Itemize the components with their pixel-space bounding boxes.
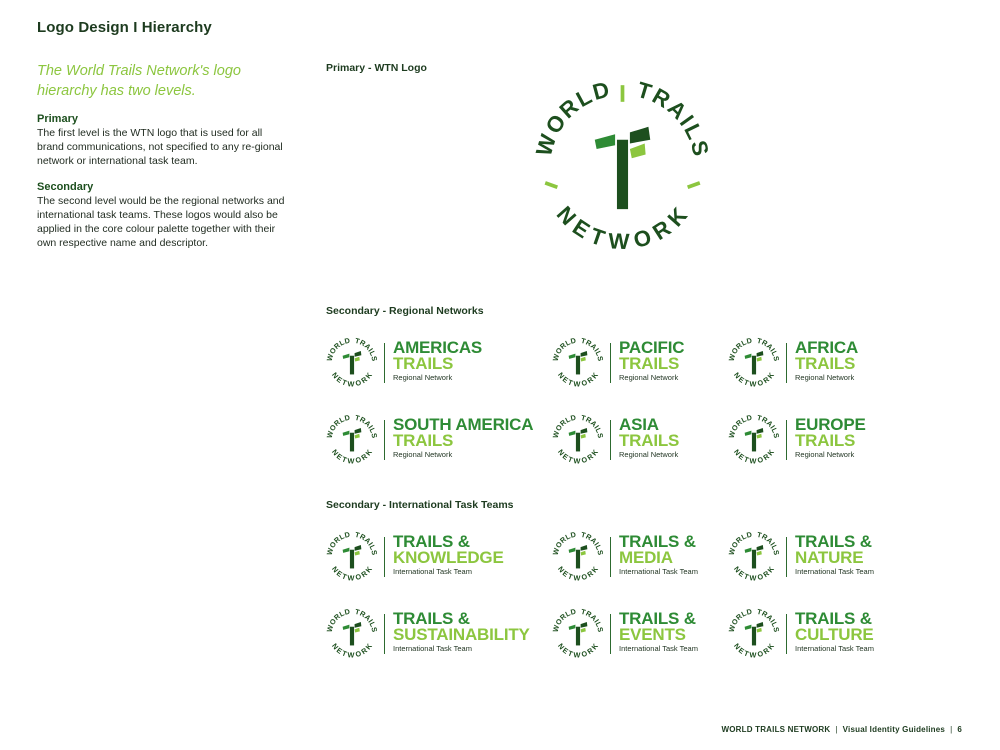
svg-text:WORLD [728,531,753,556]
page-footer [721,725,962,734]
lockup-divider [786,537,787,577]
lockup-line1: TRAILS & [795,532,872,551]
mark-word-world: ORLD [327,337,351,356]
task-team-logo [728,531,968,583]
lockup-divider [610,537,611,577]
mark-word-world: ORLD [327,531,351,550]
secondary-body: The second level would be the regional networks and international task teams. These logos would also be applied in the core colour palette together with their own respective name and descriptor. [37,195,285,249]
mark-word-network: NETWORK [555,641,601,660]
mark-word-world: ORLD [729,337,753,356]
lockup-descriptor: International Task Team [619,567,698,576]
wtn-mark-icon [326,337,378,389]
svg-text:WORLD [552,414,577,439]
mark-word-world: ORLD [327,608,351,627]
mark-word-trails: TRAIL [756,608,780,629]
mark-word-trails: TRAIL [756,531,780,552]
lockup-text [795,534,874,577]
mark-word-network: NETWORK [329,641,375,660]
mark-word-network: NETWORK [555,564,601,583]
mark-word-network: NETWORK [731,447,777,466]
lockup-line1: TRAILS & [795,609,872,628]
lockup-text [795,611,874,654]
lockup-line2: TRAILS [619,431,680,450]
wtn-mark-icon [728,337,780,389]
lockup-descriptor: Regional Network [619,450,679,459]
lockup-line1: AMERICAS [393,338,483,357]
mark-word-world: ORLD [729,531,753,550]
wtn-mark-icon [552,337,604,389]
mark-word-world: ORLD [553,414,577,433]
primary-logo-label: Primary - WTN Logo [326,62,427,74]
lockup-text [795,417,866,460]
lockup-descriptor: International Task Team [795,644,874,653]
mark-word-trails: TRAIL [756,414,780,435]
svg-text:WORLD [326,608,351,633]
lockup-descriptor: Regional Network [393,373,453,382]
lockup-line1: AFRICA [795,338,859,357]
lockup-text [393,417,533,460]
svg-text:WORLD [728,337,753,362]
lockup-divider [384,537,385,577]
mark-word-trails: TRAIL [354,608,378,629]
primary-description [37,112,287,168]
regional-logo [326,414,566,466]
regional-logo [326,337,566,389]
lockup-text [393,340,482,383]
wtn-logo [530,75,715,260]
lockup-text [619,417,679,460]
lockup-line2: KNOWLEDGE [393,548,504,567]
lockup-descriptor: International Task Team [795,567,874,576]
svg-text:NETWORK [552,201,694,254]
task-team-logo [728,608,968,660]
logo-word-trails: TRAILS [634,76,715,160]
svg-text:WORLD [728,414,753,439]
lockup-descriptor: International Task Team [393,567,472,576]
lockup-line2: EVENTS [619,625,686,644]
footer-guide: Visual Identity Guidelines [842,725,946,734]
lockup-line2: TRAILS [393,431,454,450]
svg-text:WORLD [326,531,351,556]
task-team-logo [326,531,566,583]
mark-word-network: NETWORK [731,564,777,583]
mark-word-trails: TRAIL [580,414,604,435]
mark-word-world: ORLD [553,531,577,550]
lockup-line1: TRAILS & [393,609,470,628]
wtn-mark-icon [326,531,378,583]
wtn-mark-icon [552,608,604,660]
lockup-divider [610,343,611,383]
svg-text:TRAILS [634,77,714,160]
mark-word-network: NETWORK [555,370,601,389]
lockup-descriptor: International Task Team [619,644,698,653]
svg-text:WORLD [326,337,351,362]
lockup-line2: TRAILS [393,354,454,373]
svg-text:WORLD [552,531,577,556]
lockup-descriptor: Regional Network [393,450,453,459]
mark-word-world: ORLD [729,608,753,627]
wtn-mark-icon [728,414,780,466]
lockup-line2: TRAILS [795,354,856,373]
intro-text: The World Trails Network's logo hierarchy has two levels. [37,63,241,99]
lockup-divider [384,420,385,460]
secondary-heading: Secondary [37,181,94,193]
mark-word-network: NETWORK [329,564,375,583]
mark-word-network: NETWORK [329,370,375,389]
regional-label: Secondary - Regional Networks [326,305,484,317]
lockup-descriptor: Regional Network [795,373,855,382]
primary-heading: Primary [37,113,78,125]
lockup-divider [610,614,611,654]
footer-separator: | [835,725,838,734]
lockup-line2: TRAILS [795,431,856,450]
footer-separator-2: | [950,725,953,734]
svg-text:WORLD [552,337,577,362]
lockup-line1: TRAILS & [619,609,696,628]
lockup-line2: CULTURE [795,625,874,644]
mark-word-world: ORLD [553,337,577,356]
mark-word-world: ORLD [327,414,351,433]
lockup-text [619,340,684,383]
svg-text:WORLD [728,608,753,633]
lockup-divider [786,420,787,460]
wtn-mark-icon [728,531,780,583]
mark-word-network: NETWORK [555,447,601,466]
lockup-line2: NATURE [795,548,864,567]
task-team-logo [326,608,566,660]
lockup-divider [384,343,385,383]
lockup-line1: ASIA [619,415,659,434]
wtn-mark-icon [326,608,378,660]
wtn-logo-mark [530,75,715,260]
lockup-text [619,611,698,654]
lockup-line2: TRAILS [619,354,680,373]
mark-word-world: ORLD [729,414,753,433]
mark-word-trails: TRAIL [580,337,604,358]
svg-text:WORLD [326,414,351,439]
lockup-descriptor: Regional Network [619,373,679,382]
lockup-line2: SUSTAINABILITY [393,625,530,644]
mark-word-world: ORLD [553,608,577,627]
lockup-line1: TRAILS & [619,532,696,551]
mark-word-network: NETWORK [731,370,777,389]
lockup-text [393,534,504,577]
lockup-line1: TRAILS & [393,532,470,551]
logo-word-world: WORLD [531,76,614,159]
primary-body: The first level is the WTN logo that is used for all brand communications, not specified to any re-gional network or international task team. [37,127,283,167]
mark-word-network: NETWORK [329,447,375,466]
mark-word-trails: TRAIL [580,608,604,629]
mark-word-network: NETWORK [731,641,777,660]
lockup-divider [384,614,385,654]
lockup-descriptor: Regional Network [795,450,855,459]
lockup-text [393,611,530,654]
lockup-descriptor: International Task Team [393,644,472,653]
page-number: 6 [957,725,962,734]
lockup-text [619,534,698,577]
mark-word-trails: TRAIL [756,337,780,358]
lockup-divider [610,420,611,460]
wtn-mark-icon [326,414,378,466]
mark-word-trails: TRAIL [580,531,604,552]
mark-word-trails: TRAIL [354,337,378,358]
regional-logo [728,337,968,389]
secondary-description [37,180,287,250]
wtn-mark-icon [552,414,604,466]
lockup-divider [786,343,787,383]
teams-label: Secondary - International Task Teams [326,499,514,511]
lockup-text [795,340,858,383]
lockup-line2: MEDIA [619,548,673,567]
wtn-mark-icon [552,531,604,583]
svg-text:WORLD [552,608,577,633]
footer-brand: WORLD TRAILS NETWORK [721,725,831,734]
lockup-line1: PACIFIC [619,338,685,357]
wtn-mark-icon [728,608,780,660]
lockup-divider [786,614,787,654]
mark-word-trails: TRAIL [354,414,378,435]
regional-logo [728,414,968,466]
lockup-line1: EUROPE [795,415,866,434]
logo-word-network: NETWORK [551,201,694,255]
lockup-line1: SOUTH AMERICA [393,415,534,434]
mark-word-trails: TRAIL [354,531,378,552]
page-title: Logo Design I Hierarchy [37,19,212,36]
